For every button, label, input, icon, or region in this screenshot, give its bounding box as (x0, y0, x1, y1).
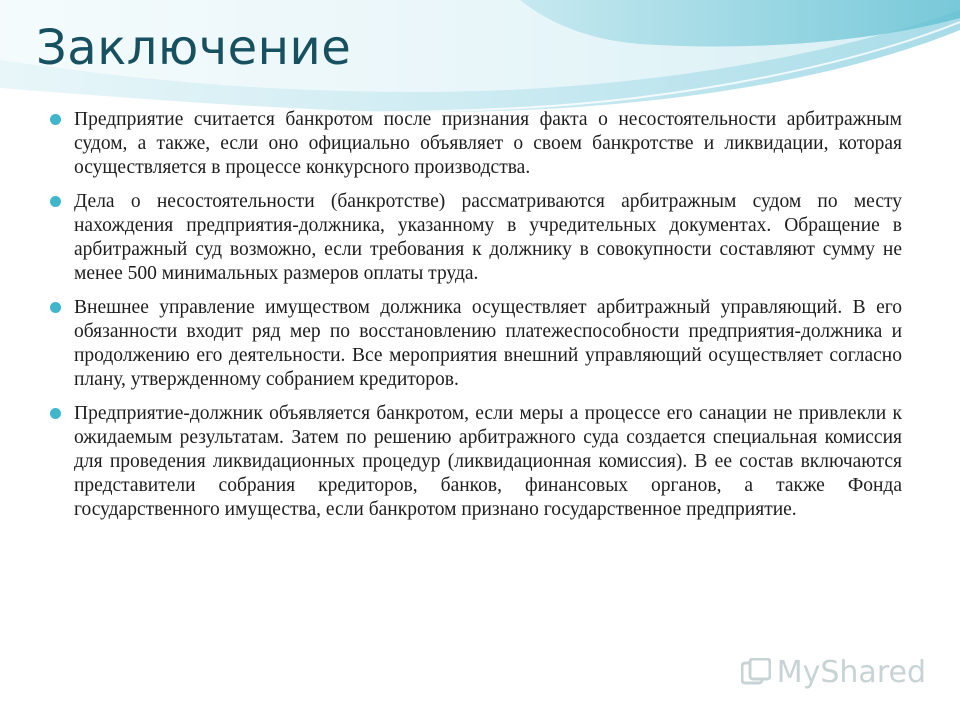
bullet-icon (50, 302, 61, 313)
bullet-icon (50, 114, 61, 125)
bullet-text-4: Предприятие-должник объявляется банкротом, если меры а процессе его санации не привлекли к ожидаемым результатам. Затем по решению арбитражного суда создается специальная комиссия для проведения ликвидационных процедур (ликвидационная комиссия). В ее состав включаются представители собрания кредиторов, банков, финансовых органов, а также Фонда государственного имущества, если банкротом признано государственное предприятие. (74, 403, 902, 520)
bullet-list (50, 108, 902, 532)
bullet-icon (50, 408, 61, 419)
myshared-watermark (741, 655, 926, 690)
myshared-logo-icon (741, 658, 771, 688)
bullet-icon (50, 196, 61, 207)
slide-title: Заключение (36, 20, 352, 76)
bullet-text-3: Внешнее управление имуществом должника осуществляет арбитражный управляющий. В его обязанности входит ряд мер по восстановлению платежеспособности предприятия-должника и продолжению его деятельности. Все мероприятия внешний управляющий осуществляет согласно плану, утвержденному собранием кредиторов. (74, 297, 902, 390)
myshared-logo-text: MyShared (776, 655, 926, 690)
bullet-item-2 (50, 190, 902, 286)
bullet-item-4 (50, 402, 902, 522)
bullet-text-2: Дела о несостоятельности (банкротстве) рассматриваются арбитражным судом по месту нахождения предприятия-должника, указанному в учредительных документах. Обращение в арбитражный суд возможно, если требования к должнику в совокупности составляют сумму не менее 500 минимальных размеров оплаты труда. (74, 191, 902, 284)
bullet-item-3 (50, 296, 902, 392)
bullet-text-1: Предприятие считается банкротом после признания факта о несостоятельности арбитражным судом, а также, если оно официально объявляет о своем банкротстве и ликвидации, которая осуществляется в процессе конкурсного производства. (74, 109, 902, 178)
bullet-item-1 (50, 108, 902, 180)
